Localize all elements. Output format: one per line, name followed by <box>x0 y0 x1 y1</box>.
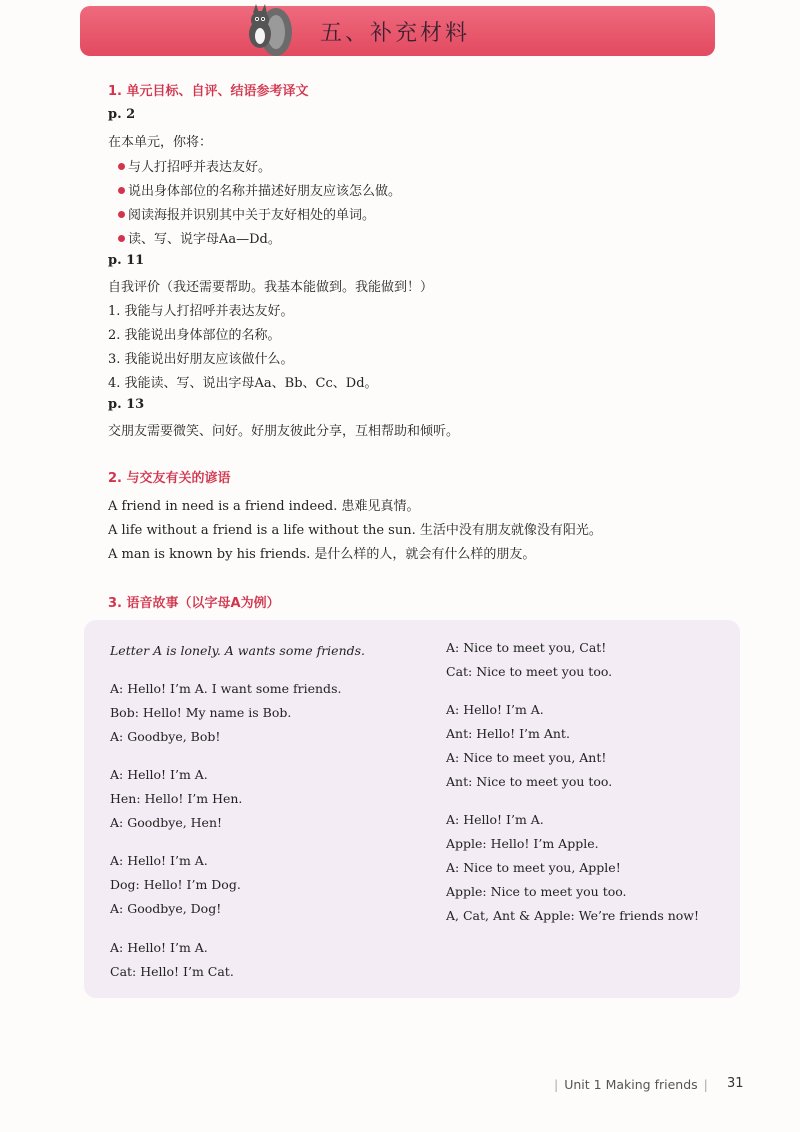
story-line: A: Hello! I’m A. <box>446 702 544 717</box>
story-line: Ant: Hello! I’m Ant. <box>446 726 570 741</box>
story-line: A: Nice to meet you, Cat! <box>446 640 607 655</box>
section-heading-1: 1. 单元目标、自评、结语参考译文 <box>108 84 309 99</box>
page-ref-2: p. 2 <box>108 107 136 122</box>
story-line: A: Hello! I’m A. <box>110 767 208 782</box>
story-line: Dog: Hello! I’m Dog. <box>110 877 241 892</box>
bullet-item: 与人打招呼并表达友好。 <box>118 156 271 175</box>
story-line: A: Hello! I’m A. I want some friends. <box>110 681 342 696</box>
bullet-item: 说出身体部位的名称并描述好朋友应该怎么做。 <box>118 180 401 199</box>
self-eval-item: 1. 我能与人打招呼并表达友好。 <box>108 304 294 319</box>
section-heading-3: 3. 语音故事（以字母A为例） <box>108 596 280 611</box>
story-line: Ant: Nice to meet you too. <box>446 774 613 789</box>
bullet-dot-icon <box>118 187 125 194</box>
bullet-dot-icon <box>118 211 125 218</box>
self-eval-item: 4. 我能读、写、说出字母Aa、Bb、Cc、Dd。 <box>108 376 378 391</box>
page-ref-11: p. 11 <box>108 253 145 268</box>
page-ref-13: p. 13 <box>108 397 145 412</box>
story-line: Cat: Nice to meet you too. <box>446 664 613 679</box>
page-title: 五、补充材料 <box>320 21 471 46</box>
proverb-line: A friend in need is a friend indeed. 患难见真情。 <box>108 499 420 514</box>
proverb-line: A man is known by his friends. 是什么样的人，就会有什么样的朋友。 <box>108 547 536 562</box>
story-line: A: Hello! I’m A. <box>110 853 208 868</box>
p13-text: 交朋友需要微笑、问好。好朋友彼此分享，互相帮助和倾听。 <box>108 424 460 439</box>
footer-title: Making friends <box>605 1077 698 1092</box>
page-number: 31 <box>727 1076 744 1091</box>
proverb-line: A life without a friend is a life without the sun. 生活中没有朋友就像没有阳光。 <box>108 523 602 538</box>
story-line: Cat: Hello! I’m Cat. <box>110 964 234 979</box>
p2-intro: 在本单元，你将： <box>108 135 213 150</box>
bullet-dot-icon <box>118 163 125 170</box>
story-line: Apple: Nice to meet you too. <box>446 884 627 899</box>
bullet-item: 读、写、说字母Aa—Dd。 <box>118 228 281 247</box>
footer-unit-label: | Unit 1 Making friends | <box>554 1077 708 1092</box>
story-line: A: Hello! I’m A. <box>110 940 208 955</box>
section-heading-2: 2. 与交友有关的谚语 <box>108 471 231 486</box>
squirrel-mascot-icon <box>238 0 298 60</box>
story-line: A: Nice to meet you, Apple! <box>446 860 621 875</box>
story-line: A: Goodbye, Dog! <box>110 901 222 916</box>
bullet-item: 阅读海报并识别其中关于友好相处的单词。 <box>118 204 375 223</box>
p11-intro: 自我评价（我还需要帮助。我基本能做到。我能做到！） <box>108 280 434 295</box>
story-line: A: Goodbye, Bob! <box>110 729 221 744</box>
story-line: A: Nice to meet you, Ant! <box>446 750 607 765</box>
story-line: A: Goodbye, Hen! <box>110 815 223 830</box>
self-eval-item: 3. 我能说出好朋友应该做什么。 <box>108 352 294 367</box>
story-line: A: Hello! I’m A. <box>446 812 544 827</box>
bullet-dot-icon <box>118 235 125 242</box>
story-line: Bob: Hello! My name is Bob. <box>110 705 292 720</box>
story-line: Apple: Hello! I’m Apple. <box>446 836 599 851</box>
story-line: A, Cat, Ant & Apple: We’re friends now! <box>446 908 700 923</box>
story-line: Hen: Hello! I’m Hen. <box>110 791 243 806</box>
footer-unit: Unit 1 <box>564 1077 602 1092</box>
story-intro: Letter A is lonely. A wants some friends. <box>110 643 366 658</box>
self-eval-item: 2. 我能说出身体部位的名称。 <box>108 328 281 343</box>
